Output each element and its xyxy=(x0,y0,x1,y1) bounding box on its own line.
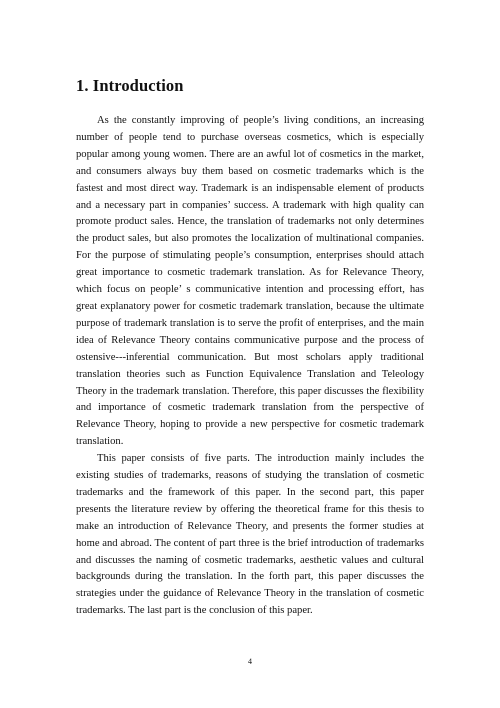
page-number: 4 xyxy=(248,657,252,666)
body-text xyxy=(76,113,424,620)
paragraph-2: This paper consists of five parts. The introduction mainly includes the existing studies of trademarks, reasons of studying the translation of cosmetic trademarks and the framework of this paper. In the second part, this paper presents the literature review by offering the theoretical frame for this thesis to make an introduction of Relevance Theory, and presents the former studies at home and abroad. The content of part three is the brief introduction of trademarks and discusses the naming of cosmetic trademarks, aesthetic values and cultural backgrounds during the translation. In the forth part, this paper discusses the strategies under the guidance of Relevance Theory in the translation of cosmetic trademarks. The last part is the conclusion of this paper. xyxy=(76,453,424,617)
section-heading: 1. Introduction xyxy=(76,76,184,95)
paragraph-1: As the constantly improving of people’s living conditions, an increasing number of people tend to purchase overseas cosmetics, which is especially popular among young women. There are an awful lot of cosmetics in the market, and consumers always buy them based on cosmetic trademarks which is the fastest and most direct way. Trademark is an indispensable element of products and a necessary part in companies’ success. A trademark with high quality can promote product sales. Hence, the translation of trademarks not only determines the product sales, but also promotes the localization of multinational companies. For the purpose of stimulating people’s consumption, enterprises should attach great importance to cosmetic trademark translation. As for Relevance Theory, which focus on people’ s communicative intention and processing effort, has great explanatory power for cosmetic trademark translation, because the ultimate purpose of trademark translation is to serve the profit of enterprises, and the main idea of Relevance Theory contains communicative purpose and the process of ostensive---inferential communication. But most scholars apply traditional translation theories such as Function Equivalence Translation and Teleology Theory in the trademark translation. Therefore, this paper discusses the flexibility and importance of cosmetic trademark translation from the perspective of Relevance Theory, hoping to provide a new perspective for cosmetic trademark translation. xyxy=(76,115,424,448)
